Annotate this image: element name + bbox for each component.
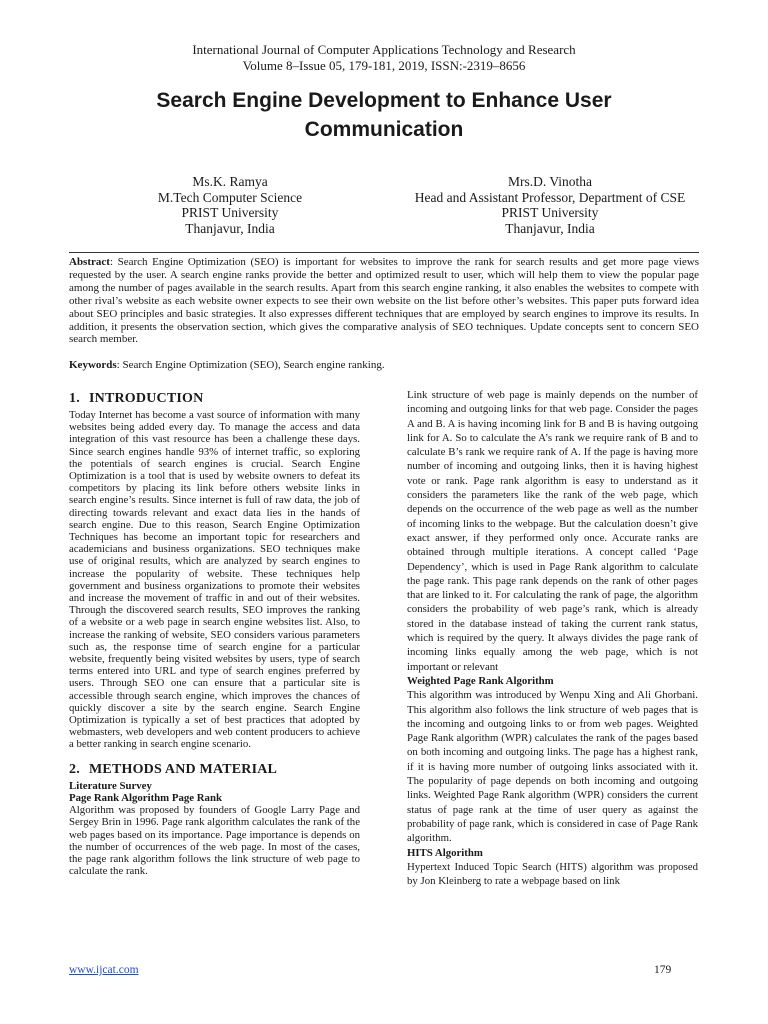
hits-text: Hypertext Induced Topic Search (HITS) algorithm was proposed by Jon Kleinberg to rate a webpage based on link bbox=[407, 860, 698, 888]
volume-info: Volume 8–Issue 05, 179-181, 2019, ISSN:-2319–8656 bbox=[242, 58, 526, 73]
journal-header bbox=[0, 42, 768, 74]
author-name: Ms.K. Ramya bbox=[192, 174, 268, 189]
author-block-1 bbox=[100, 174, 360, 236]
title-line-2: Communication bbox=[304, 118, 464, 141]
journal-name: International Journal of Computer Applications Technology and Research bbox=[192, 42, 576, 57]
author-location: Thanjavur, India bbox=[185, 220, 275, 236]
author-role: Head and Assistant Professor, Department of CSE bbox=[414, 189, 686, 205]
keywords-section bbox=[69, 359, 699, 372]
pagerank-text: Algorithm was proposed by founders of Google Larry Page and Sergey Brin in 1996. Page rank algorithm calculates the rank of the web pages based on its importance. Page importance is depends on the number of occurrences of the web page. In most of the cases, the page rank algorithm follows the link structure of web page to calculate the rank. bbox=[69, 804, 360, 878]
section-number: 1. bbox=[69, 391, 80, 406]
abstract-section bbox=[69, 252, 699, 346]
author-block-2 bbox=[390, 174, 710, 236]
section-title: METHODS AND MATERIAL bbox=[89, 761, 278, 777]
introduction-text: Today Internet has become a vast source of information with many websites being added every day. To manage the access and data integration of this vast resource has been a challenge these days. Since search engines handle 93% of internet traffic, so exploring the potentials of search engines is crucial. Search Engine Optimization is a tool that is used by website owners to defeat its competitors by placing its link before others website links in search engine’s results. Since internet is full of raw data, the job of directing towards relevant and exact data lies in the hands of search engine. Due to this reason, Search Engine Optimization Techniques has become an important topic for researchers and academicians and business organizations. SEO techniques make use of original results, which are analyzed by search engines to increase the popularity of website. These techniques help government and business organizations to promote their websites and increase the movement of traffic in and out of their websites. Through the discovered search results, SEO improves the ranking of a website or a web page in search engine websites list. Also, to increase the ranking of website, SEO considers various parameters such as, the response time of search engine for a particular website, frequently being visited websites by users, type of search terms entered into URL and type of search engines preferred by users. Through SEO one can ensure that a particular site is accessible through search engine, which improves the chances of quickly discover a site by the search engine. Search Engine Optimization is typically a set of best practices that adopted by webmasters, web developers and web content producers to achieve a better ranking in search engine scenario. bbox=[69, 409, 360, 751]
abstract-label: Abstract bbox=[69, 256, 110, 268]
section-title: INTRODUCTION bbox=[89, 391, 204, 406]
pagerank-heading: Page Rank Algorithm Page Rank bbox=[69, 791, 222, 804]
author-name: Mrs.D. Vinotha bbox=[507, 174, 593, 189]
title-line-1: Search Engine Development to Enhance User bbox=[156, 89, 612, 112]
page-number: 179 bbox=[654, 964, 672, 976]
methods-heading bbox=[69, 761, 360, 778]
literature-survey-heading: Literature Survey bbox=[69, 779, 152, 792]
keywords-label: Keywords bbox=[69, 359, 117, 371]
right-column bbox=[407, 388, 698, 888]
hits-heading: HITS Algorithm bbox=[407, 846, 483, 859]
section-number: 2. bbox=[69, 761, 80, 777]
link-structure-text: Link structure of web page is mainly depends on the number of incoming and outgoing links for that web page. Consider the pages A and B. A is having incoming link for B and B is having outgoing link for A. So to calculate the A’s rank we require rank of B and to calculate B’s rank we require rank of A. If the page is having more number of incoming and outgoing links, then it is having highest vote or rank. Page rank algorithm is easy to understand as it considers the parameters like the rank of the web page, which depends on the occurrence of the web page as well as the number of incoming links to the webpage. But the calculation doesn’t give exact answer, if they performed only once. Accurate ranks are obtained through multiple iterations. A concept called ‘Page Dependency’, which is used in Page Rank algorithm to calculate the page rank. This page rank depends on the rank of other pages that are linked to it. For calculating the rank of page, the algorithm considers the probability of web page’s rank, which is already stored in the database instead of taking the current rank status, which is required by the query. It always divides the page rank of incoming links equally among the web page, which is not important or relevant bbox=[407, 389, 698, 673]
wpr-heading: Weighted Page Rank Algorithm bbox=[407, 674, 554, 687]
paper-title bbox=[60, 86, 708, 144]
abstract-text: : Search Engine Optimization (SEO) is important for websites to improve the rank for search results and get more page views requested by the user. A search engine ranks provide the better and optimized result to user, which will help them to view the popular page among the number of pages available in the search results. Apart from this search engine ranking, it also enables the websites to compete with other rival’s website as each website owner expects to see their own website on the list before other’s websites. This paper puts forward idea about SEO principles and basic strategies. It also expresses different techniques that are employed by search engines to improve its results. In addition, it presents the observation section, which gives the comparative analysis of SEO techniques. Update concepts sent to concern SEO search member. bbox=[69, 256, 699, 346]
wpr-text: This algorithm was introduced by Wenpu Xing and Ali Ghorbani. This algorithm also follows the link structure of web pages that is the incoming and outgoing links to or from web pages. Weighted Page Rank algorithm (WPR) calculates the rank of the pages based on both incoming and outgoing links. The page has a highest rank, if it is having more number of outgoing links associated with it. The popularity of page depends on both incoming and outgoing links. Weighted Page Rank algorithm (WPR) considers the current status of page rank at the time of user query as against the probability of page rank, which is considered in case of Page Rank algorithm. bbox=[407, 689, 698, 845]
left-column bbox=[69, 390, 360, 877]
keywords-text: : Search Engine Optimization (SEO), Search engine ranking. bbox=[116, 359, 385, 371]
introduction-heading bbox=[69, 390, 360, 407]
author-affiliation: PRIST University bbox=[181, 205, 279, 220]
author-location: Thanjavur, India bbox=[505, 220, 595, 236]
author-role: M.Tech Computer Science bbox=[157, 189, 303, 205]
journal-website-link[interactable]: www.ijcat.com bbox=[69, 964, 139, 976]
author-affiliation: PRIST University bbox=[501, 205, 599, 220]
